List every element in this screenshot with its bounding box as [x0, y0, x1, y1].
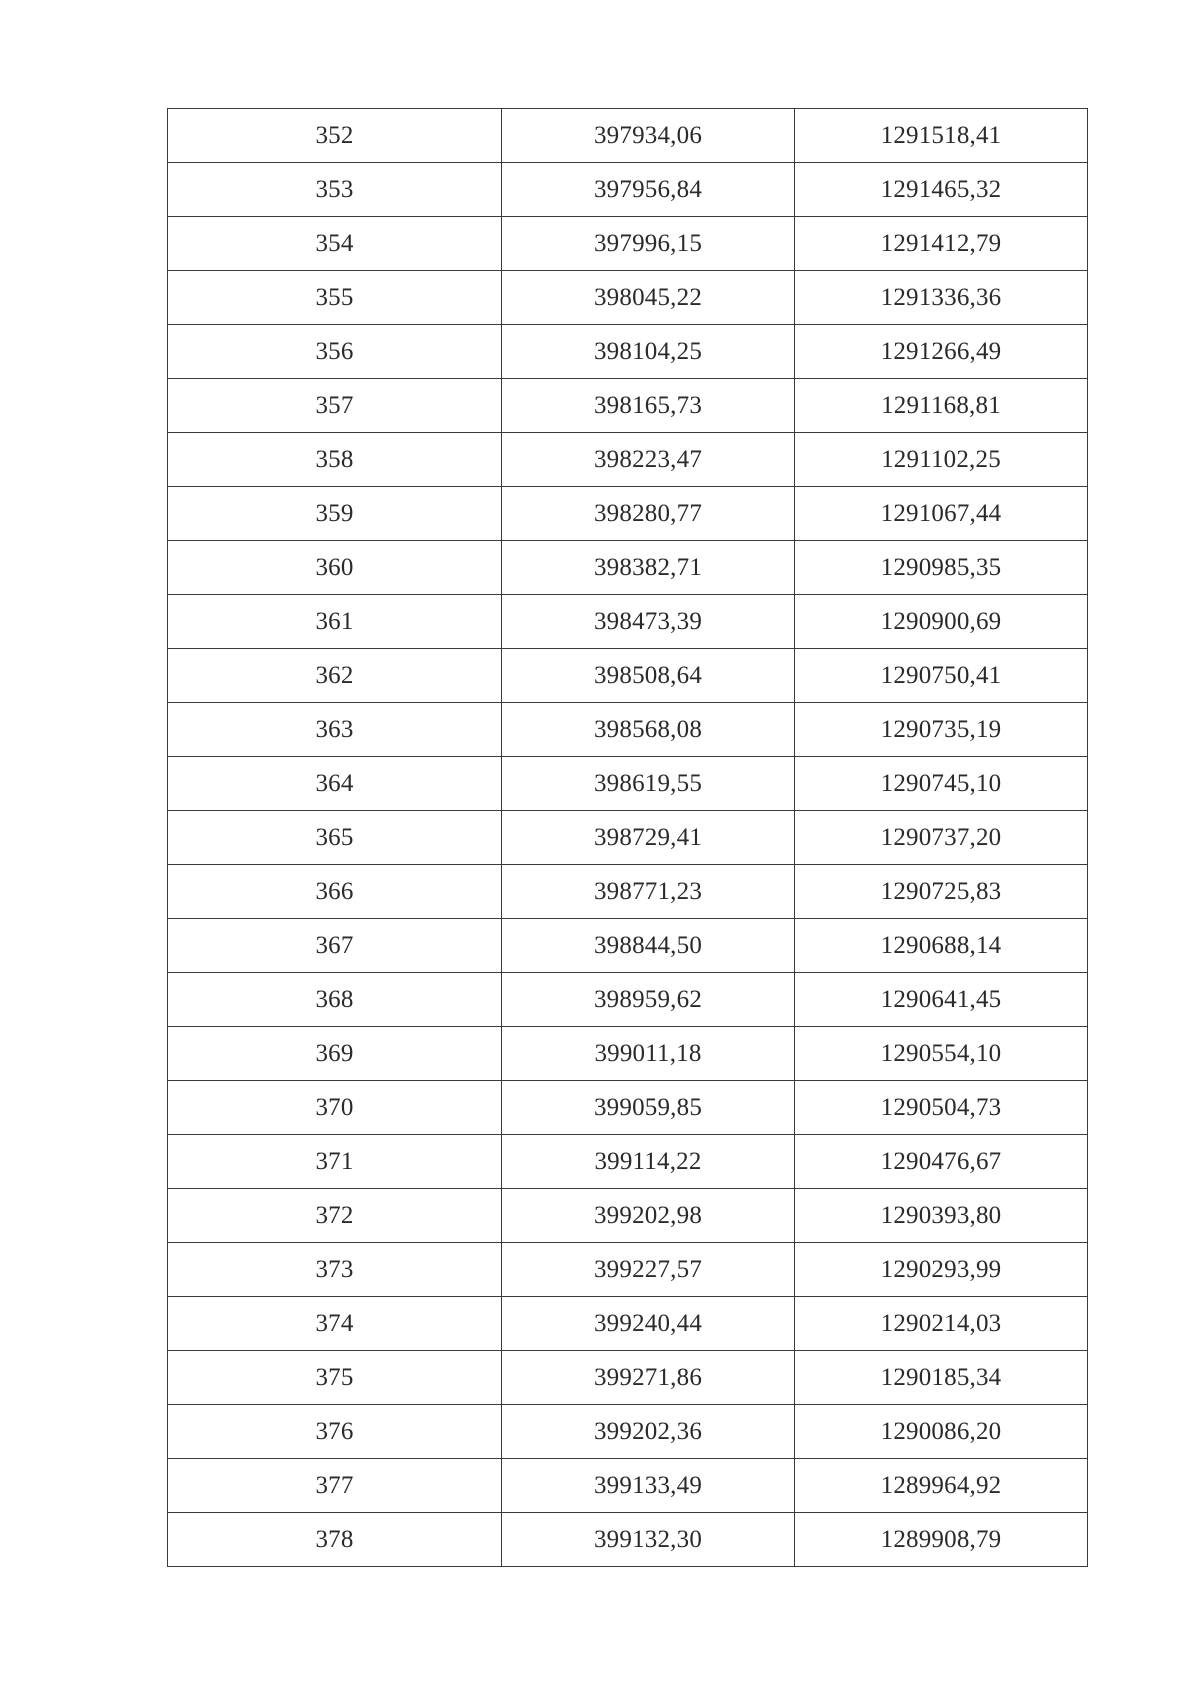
point-number-cell: 371: [168, 1135, 502, 1189]
table-row: [168, 1297, 1088, 1351]
point-number-cell: 373: [168, 1243, 502, 1297]
y-coordinate-cell: 1289964,92: [795, 1459, 1088, 1513]
y-coordinate-cell: 1290750,41: [795, 649, 1088, 703]
table-row: [168, 433, 1088, 487]
x-coordinate-cell: 398382,71: [502, 541, 795, 595]
table-row: [168, 1405, 1088, 1459]
table-row: [168, 163, 1088, 217]
table-row: [168, 271, 1088, 325]
x-coordinate-cell: 399133,49: [502, 1459, 795, 1513]
y-coordinate-cell: 1290737,20: [795, 811, 1088, 865]
x-coordinate-cell: 399114,22: [502, 1135, 795, 1189]
y-coordinate-cell: 1290293,99: [795, 1243, 1088, 1297]
table-row: [168, 973, 1088, 1027]
table-row: [168, 757, 1088, 811]
point-number-cell: 358: [168, 433, 502, 487]
table-row: [168, 1027, 1088, 1081]
table-row: [168, 1081, 1088, 1135]
point-number-cell: 377: [168, 1459, 502, 1513]
y-coordinate-cell: 1291465,32: [795, 163, 1088, 217]
table-row: [168, 541, 1088, 595]
point-number-cell: 366: [168, 865, 502, 919]
point-number-cell: 361: [168, 595, 502, 649]
y-coordinate-cell: 1290725,83: [795, 865, 1088, 919]
point-number-cell: 354: [168, 217, 502, 271]
y-coordinate-cell: 1291336,36: [795, 271, 1088, 325]
y-coordinate-cell: 1290745,10: [795, 757, 1088, 811]
point-number-cell: 369: [168, 1027, 502, 1081]
table-row: [168, 1243, 1088, 1297]
y-coordinate-cell: 1290735,19: [795, 703, 1088, 757]
y-coordinate-cell: 1291412,79: [795, 217, 1088, 271]
x-coordinate-cell: 399011,18: [502, 1027, 795, 1081]
x-coordinate-cell: 398729,41: [502, 811, 795, 865]
table-row: [168, 649, 1088, 703]
table-row: [168, 703, 1088, 757]
y-coordinate-cell: 1291266,49: [795, 325, 1088, 379]
table-row: [168, 1135, 1088, 1189]
point-number-cell: 370: [168, 1081, 502, 1135]
table-row: [168, 325, 1088, 379]
x-coordinate-cell: 398473,39: [502, 595, 795, 649]
y-coordinate-cell: 1290393,80: [795, 1189, 1088, 1243]
point-number-cell: 353: [168, 163, 502, 217]
y-coordinate-cell: 1290214,03: [795, 1297, 1088, 1351]
x-coordinate-cell: 399059,85: [502, 1081, 795, 1135]
point-number-cell: 378: [168, 1513, 502, 1567]
x-coordinate-cell: 399202,36: [502, 1405, 795, 1459]
x-coordinate-cell: 399132,30: [502, 1513, 795, 1567]
point-number-cell: 362: [168, 649, 502, 703]
y-coordinate-cell: 1289908,79: [795, 1513, 1088, 1567]
point-number-cell: 364: [168, 757, 502, 811]
y-coordinate-cell: 1290185,34: [795, 1351, 1088, 1405]
table-row: [168, 865, 1088, 919]
table-row: [168, 487, 1088, 541]
point-number-cell: 363: [168, 703, 502, 757]
coordinates-table-body: [168, 109, 1088, 1567]
x-coordinate-cell: 398045,22: [502, 271, 795, 325]
point-number-cell: 374: [168, 1297, 502, 1351]
x-coordinate-cell: 399202,98: [502, 1189, 795, 1243]
x-coordinate-cell: 397956,84: [502, 163, 795, 217]
x-coordinate-cell: 399240,44: [502, 1297, 795, 1351]
y-coordinate-cell: 1291102,25: [795, 433, 1088, 487]
point-number-cell: 360: [168, 541, 502, 595]
y-coordinate-cell: 1290900,69: [795, 595, 1088, 649]
table-row: [168, 379, 1088, 433]
y-coordinate-cell: 1291168,81: [795, 379, 1088, 433]
table-row: [168, 1189, 1088, 1243]
point-number-cell: 355: [168, 271, 502, 325]
point-number-cell: 376: [168, 1405, 502, 1459]
x-coordinate-cell: 398280,77: [502, 487, 795, 541]
table-row: [168, 919, 1088, 973]
x-coordinate-cell: 398771,23: [502, 865, 795, 919]
x-coordinate-cell: 398508,64: [502, 649, 795, 703]
y-coordinate-cell: 1290504,73: [795, 1081, 1088, 1135]
table-row: [168, 595, 1088, 649]
x-coordinate-cell: 398619,55: [502, 757, 795, 811]
x-coordinate-cell: 398223,47: [502, 433, 795, 487]
point-number-cell: 372: [168, 1189, 502, 1243]
x-coordinate-cell: 397934,06: [502, 109, 795, 163]
x-coordinate-cell: 398959,62: [502, 973, 795, 1027]
y-coordinate-cell: 1291067,44: [795, 487, 1088, 541]
y-coordinate-cell: 1290985,35: [795, 541, 1088, 595]
x-coordinate-cell: 397996,15: [502, 217, 795, 271]
x-coordinate-cell: 399227,57: [502, 1243, 795, 1297]
coordinates-table: [167, 108, 1088, 1567]
y-coordinate-cell: 1290476,67: [795, 1135, 1088, 1189]
point-number-cell: 368: [168, 973, 502, 1027]
y-coordinate-cell: 1290554,10: [795, 1027, 1088, 1081]
point-number-cell: 365: [168, 811, 502, 865]
y-coordinate-cell: 1290086,20: [795, 1405, 1088, 1459]
point-number-cell: 367: [168, 919, 502, 973]
point-number-cell: 375: [168, 1351, 502, 1405]
table-row: [168, 1459, 1088, 1513]
x-coordinate-cell: 398844,50: [502, 919, 795, 973]
y-coordinate-cell: 1290688,14: [795, 919, 1088, 973]
point-number-cell: 356: [168, 325, 502, 379]
table-row: [168, 109, 1088, 163]
table-row: [168, 811, 1088, 865]
y-coordinate-cell: 1291518,41: [795, 109, 1088, 163]
x-coordinate-cell: 399271,86: [502, 1351, 795, 1405]
point-number-cell: 357: [168, 379, 502, 433]
table-row: [168, 217, 1088, 271]
x-coordinate-cell: 398568,08: [502, 703, 795, 757]
point-number-cell: 352: [168, 109, 502, 163]
x-coordinate-cell: 398104,25: [502, 325, 795, 379]
x-coordinate-cell: 398165,73: [502, 379, 795, 433]
table-row: [168, 1351, 1088, 1405]
table-row: [168, 1513, 1088, 1567]
y-coordinate-cell: 1290641,45: [795, 973, 1088, 1027]
point-number-cell: 359: [168, 487, 502, 541]
